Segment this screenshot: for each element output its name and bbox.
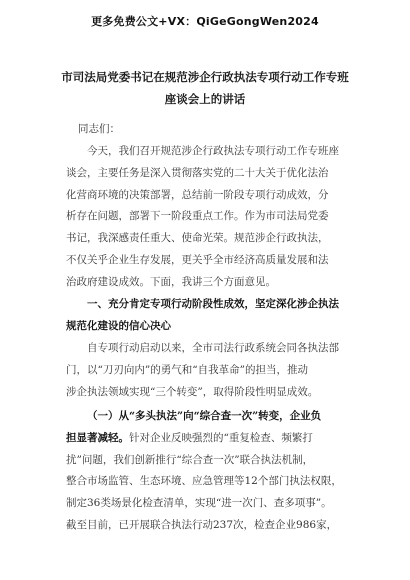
title-line-1: 市司法局党委书记在规范涉企行政执法专项行动工作专班 (61, 70, 349, 84)
intro-line: 析存在问题，部署下一阶段重点工作。作为市司法局党委 (66, 210, 329, 223)
document-title (40, 66, 370, 110)
section-1-body (66, 338, 356, 403)
intro-line: 谈会，主要任务是深入贯彻落实党的二十大关于优化法治 (66, 166, 329, 179)
subsection-1-line: 制定36类场景化检查清单，实现“进一次门、查多项事”。 (66, 497, 332, 510)
section-1-line: 门，以“刀刃向内”的勇气和“自我革命”的担当，推动 (66, 363, 308, 376)
salutation: 同志们： (78, 123, 120, 135)
section-1-heading-line-2: 规范化建设的信心决心 (66, 319, 171, 332)
subsection-1-line: 扰”问题，我们创新推行“综合查一次”联合执法机制， (66, 453, 314, 466)
subsection-1-heading-line-1: （一）从“多头执法”向“综合查一次”转变，企业负 (87, 410, 322, 422)
subsection-1-heading-line-2: 担显著减轻。 (66, 431, 129, 444)
subsection-1-text: 针对企业反映强烈的“重复检查、频繁打 (129, 431, 313, 444)
intro-line: 今天，我们召开规范涉企行政执法专项行动工作专班座 (87, 145, 339, 157)
intro-paragraph (66, 141, 356, 294)
section-1-line: 自专项行动启动以来，全市司法行政系统会同各执法部 (87, 342, 339, 354)
intro-line: 书记，我深感责任重大、使命光荣。规范涉企行政执法， (66, 232, 329, 245)
section-1-heading (66, 294, 356, 338)
intro-line: 不仅关乎企业生存发展，更关乎全市经济高质量发展和法 (66, 253, 329, 266)
page-header: 更多免费公文+VX：QiGeGongWen2024 (91, 15, 319, 28)
section-1-heading-line-1: 一、充分肯定专项行动阶段性成效，坚定深化涉企执法 (87, 298, 339, 310)
subsection-1-line: 截至目前，已开展联合执法行动237次，检查企业986家， (66, 518, 338, 531)
subsection-1-line: 整合市场监管、生态环境、应急管理等12个部门执法权限， (66, 475, 342, 488)
intro-line: 治政府建设成效。下面，我讲三个方面意见。 (66, 275, 276, 288)
subsection-1 (66, 406, 356, 537)
title-line-2: 座谈会上的讲话 (164, 92, 246, 106)
section-1-line: 涉企执法领域实现“三个转变”，取得阶段性明显成效。 (66, 385, 319, 398)
intro-line: 化营商环境的决策部署，总结前一阶段专项行动成效，分 (66, 188, 329, 201)
